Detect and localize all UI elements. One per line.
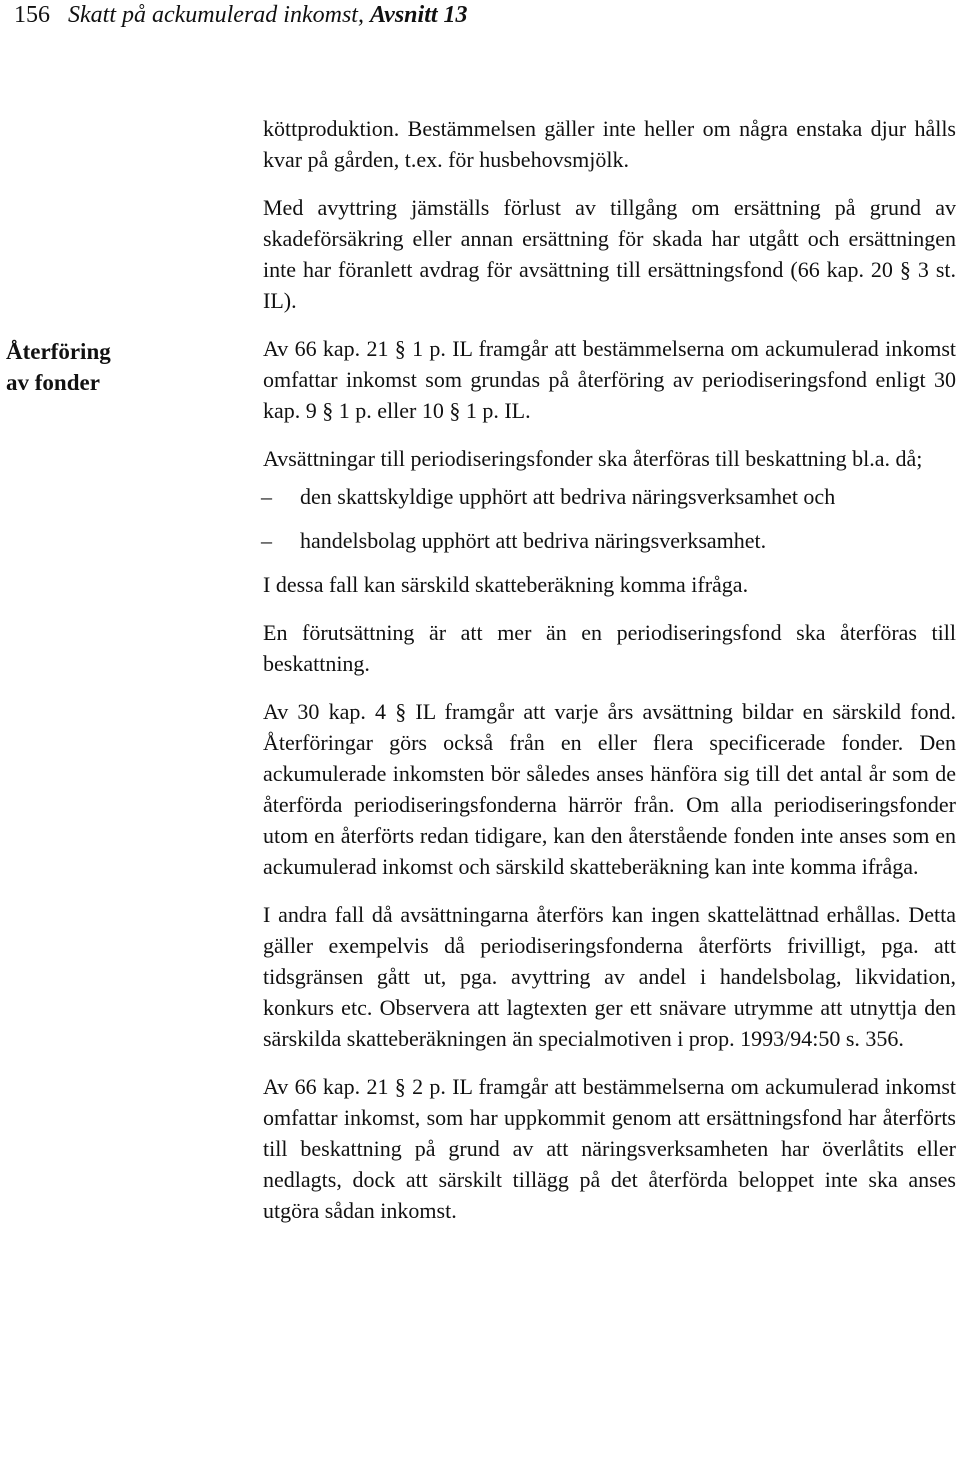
side-heading-line-1: Återföring [6,339,111,364]
body-text [263,113,956,1243]
paragraph-7: Av 30 kap. 4 § IL framgår att varje års avsättning bildar en särskild fond. Återföringar görs också från en eller flera specificerade fonder. Den ackumulerade inkomsten bör således anses hänföra sig till det antal år som de återförda periodiseringsfonderna härrör från. Om alla periodiseringsfonder utom en återförts redan tidigare, kan den återstående fonden inte anses som en ackumulerad inkomst och särskild skatteberäkning kan inte komma ifråga. [263,699,956,879]
header-title: Skatt på ackumulerad inkomst, [68,2,364,28]
dash-list [263,481,956,556]
paragraph-5: I dessa fall kan särskild skatteberäkning komma ifråga. [263,572,749,597]
paragraph-3: Av 66 kap. 21 § 1 p. IL framgår att bestämmelserna om ackumulerad inkomst omfattar inkomst som grundas på återföring av periodiseringsfond enligt 30 kap. 9 § 1 p. eller 10 § 1 p. IL. [263,336,956,423]
paragraph-1: köttproduktion. Bestämmelsen gäller inte heller om några enstaka djur hålls kvar på gården, t.ex. för husbehovsmjölk. [263,116,956,172]
side-heading [6,336,206,398]
paragraph-4: Avsättningar till periodiseringsfonder ska återföras till beskattning bl.a. då; [263,446,923,471]
paragraph-2: Med avyttring jämställs förlust av tillgång om ersättning på grund av skadeförsäkring eller annan ersättning för skada har utgått och ersättningen inte har föranlett avdrag för avsättning till ersättningsfond (66 kap. 20 § 3 st. IL). [263,195,956,313]
paragraph-9: Av 66 kap. 21 § 2 p. IL framgår att bestämmelserna om ackumulerad inkomst omfattar inkomst, som har uppkommit genom att ersättningsfond har återförts till beskattning på grund av att näringsverksamheten har överlåtits eller nedlagts, dock att särskilt tillägg på det återförda beloppet inte ska anses utgöra sådan inkomst. [263,1074,956,1223]
paragraph-8: I andra fall då avsättningarna återförs kan ingen skattelättnad erhållas. Detta gäller exempelvis då periodiseringsfonderna återförts frivilligt, pga. att tidsgränsen gått ut, pga. avyttring av andel i handelsbolag, likvidation, konkurs etc. Observera att lagtexten ger ett snävare utrymme att utnyttja den särskilda skatteberäkningen än specialmotiven i prop. 1993/94:50 s. 356. [263,902,956,1051]
paragraph-6: En förutsättning är att mer än en periodiseringsfond ska återföras till beskattning. [263,620,956,676]
page-number: 156 [14,2,50,28]
header-section: Avsnitt 13 [369,2,468,28]
list-item-text: handelsbolag upphört att bedriva näringsverksamhet. [300,528,767,553]
list-item [263,525,956,556]
list-item [263,481,956,512]
dash-bullet: – [261,484,272,509]
list-item-text: den skattskyldige upphört att bedriva näringsverksamhet och [300,484,836,509]
running-header [14,0,468,30]
dash-bullet: – [261,528,272,553]
side-heading-line-2: av fonder [6,370,100,395]
